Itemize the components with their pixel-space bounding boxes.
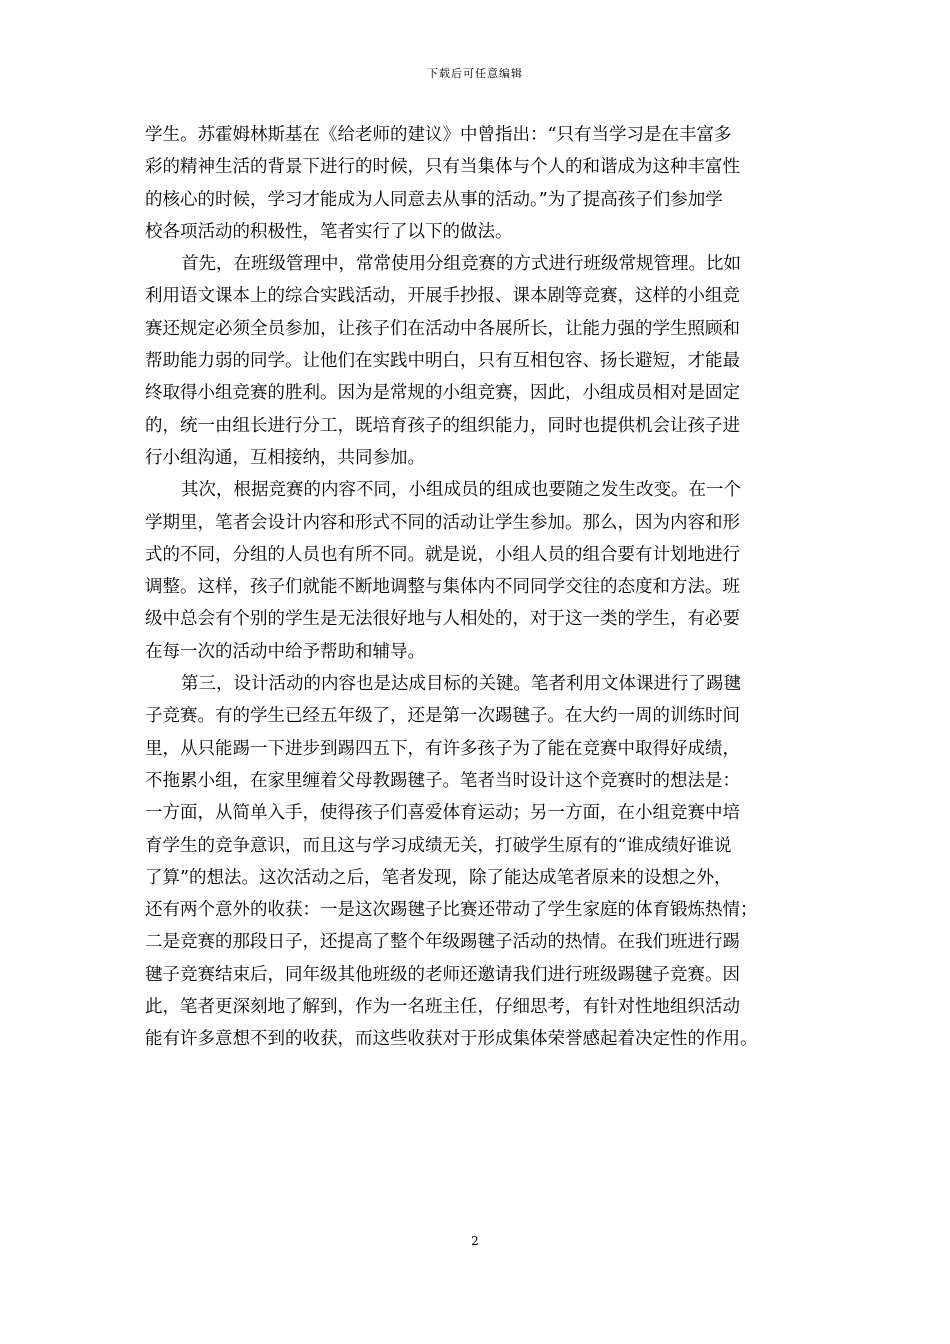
- text-line: 式的不同，分组的人员也有所不同。就是说，小组人员的组合要有计划地进行: [145, 544, 740, 565]
- text-line: 在每一次的活动中给予帮助和辅导。: [145, 641, 425, 662]
- text-line: 育学生的竞争意识，而且这与学习成绩无关，打破学生原有的“谁成绩好谁说: [145, 835, 732, 856]
- page-header: 下载后可任意编辑: [427, 67, 523, 80]
- page-number: 2: [471, 1234, 479, 1248]
- text-line: 不拖累小组，在家里缠着父母教踢毽子。笔者当时设计这个竞赛时的想法是：: [145, 770, 740, 791]
- text-line: 彩的精神生活的背景下进行的时候，只有当集体与个人的和谐成为这种丰富性: [145, 157, 740, 178]
- text-line: 还有两个意外的收获：一是这次踢毽子比赛还带动了学生家庭的体育锻炼热情；: [145, 900, 758, 921]
- text-line: 调整。这样，孩子们就能不断地调整与集体内不同同学交往的态度和方法。班: [145, 577, 740, 598]
- text-line: 学生。苏霍姆林斯基在《给老师的建议》中曾指出：“只有当学习是在丰富多: [145, 125, 732, 145]
- text-line: 二是竞赛的那段日子，还提高了整个年级踢毽子活动的热情。在我们班进行踢: [145, 932, 740, 953]
- text-line: 利用语文课本上的综合实践活动，开展手抄报、课本剧等竞赛，这样的小组竞: [145, 286, 740, 307]
- text-line: 行小组沟通，互相接纳，共同参加。: [145, 447, 425, 468]
- text-line: 能有许多意想不到的收获，而这些收获对于形成集体荣誉感起着决定性的作用。: [145, 1029, 758, 1050]
- text-line: 的核心的时候，学习才能成为人同意去从事的活动。”为了提高孩子们参加学: [145, 189, 723, 210]
- text-line: 里，从只能踢一下进步到踢四五下，有许多孩子为了能在竞赛中取得好成绩，: [145, 738, 740, 759]
- text-line: 毽子竞赛结束后，同年级其他班级的老师还邀请我们进行班级踢毽子竞赛。因: [145, 964, 740, 985]
- paragraph-first-line: 其次，根据竞赛的内容不同，小组成员的组成也要随之发生改变。在一个: [181, 480, 741, 501]
- text-line: 一方面，从简单入手，使得孩子们喜爱体育运动；另一方面，在小组竞赛中培: [145, 803, 740, 824]
- text-line: 学期里，笔者会设计内容和形式不同的活动让学生参加。那么，因为内容和形: [145, 512, 740, 533]
- text-line: 级中总会有个别的学生是无法很好地与人相处的，对于这一类的学生，有必要: [145, 609, 740, 630]
- text-line: 子竞赛。有的学生已经五年级了，还是第一次踢毽子。在大约一周的训练时间: [145, 706, 740, 727]
- text-line: 校各项活动的积极性，笔者实行了以下的做法。: [145, 221, 513, 242]
- paragraph-first-line: 第三，设计活动的内容也是达成目标的关键。笔者利用文体课进行了踢毽: [181, 674, 741, 695]
- body-text: [145, 119, 821, 1056]
- text-line: 帮助能力弱的同学。让他们在实践中明白，只有互相包容、扬长避短，才能最: [145, 351, 740, 372]
- text-line: 终取得小组竞赛的胜利。因为是常规的小组竞赛，因此，小组成员相对是固定: [145, 383, 740, 404]
- text-line: 赛还规定必须全员参加，让孩子们在活动中各展所长，让能力强的学生照顾和: [145, 318, 740, 339]
- text-line: 了算”的想法。这次活动之后，笔者发现，除了能达成笔者原来的设想之外，: [145, 867, 732, 888]
- paragraph-first-line: 首先，在班级管理中，常常使用分组竞赛的方式进行班级常规管理。比如: [181, 254, 741, 275]
- text-line: 此，笔者更深刻地了解到，作为一名班主任，仔细思考，有针对性地组织活动: [145, 997, 740, 1018]
- text-line: 的，统一由组长进行分工，既培育孩子的组织能力，同时也提供机会让孩子进: [145, 415, 740, 436]
